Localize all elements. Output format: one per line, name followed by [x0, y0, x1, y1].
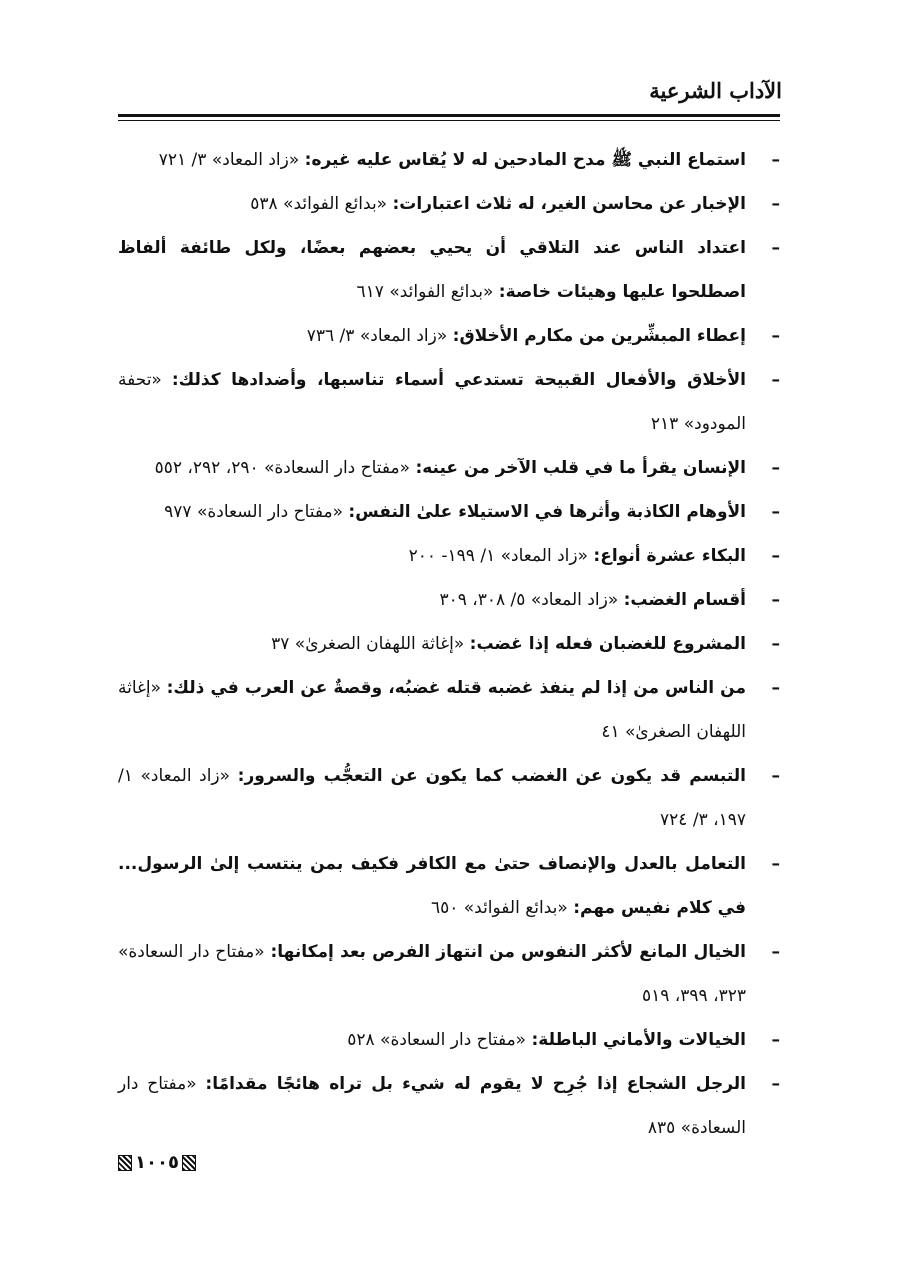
entry-source: «إغاثة اللهفان الصغرىٰ» ٣٧: [271, 634, 465, 654]
index-entry: [118, 1062, 780, 1150]
entry-bullet: –: [771, 1030, 780, 1050]
entry-source: «مفتاح دار السعادة» ٩٧٧: [164, 502, 343, 522]
index-entry: [118, 842, 780, 930]
entry-source: «تحفة المودود» ٢١٣: [118, 370, 746, 434]
index-entry: [118, 358, 780, 446]
entry-bullet: –: [771, 766, 780, 786]
entry-source: «مفتاح دار السعادة» ٣٢٣، ٣٩٩، ٥١٩: [118, 942, 746, 1006]
entry-topic: أقسام الغضب:: [623, 590, 746, 610]
index-entry: [118, 182, 780, 226]
entry-bullet: –: [771, 502, 780, 522]
entry-topic: المشروع للغضبان فعله إذا غضب:: [469, 634, 746, 654]
index-entry: [118, 314, 780, 358]
index-entry: [118, 534, 780, 578]
entry-source: «زاد المعاد» ٣/ ٧٣٦: [306, 326, 448, 346]
entry-topic: اعتداد الناس عند التلاقي أن يحيي بعضهم بعضًا، ولكل طائفة ألفاظ اصطلحوا عليها وهيئات خاصة:: [118, 238, 746, 302]
entry-source: «زاد المعاد» ١/ ١٩٧، ٣/ ٧٢٤: [118, 766, 746, 830]
entry-topic: الأوهام الكاذبة وأثرها في الاستيلاء علىٰ النفس:: [348, 502, 746, 522]
entry-source: «بدائع الفوائد» ٥٣٨: [250, 194, 388, 214]
entry-topic: الخيالات والأماني الباطلة:: [531, 1030, 746, 1050]
running-header-title: الآداب الشرعية: [649, 78, 782, 103]
header-rule-thick: [118, 114, 780, 117]
page-number: ١٠٠٥: [135, 1152, 179, 1173]
entry-topic: إعطاء المبشِّرين من مكارم الأخلاق:: [452, 326, 746, 346]
entry-source: «بدائع الفوائد» ٦١٧: [356, 282, 494, 302]
entry-bullet: –: [771, 634, 780, 654]
index-entry: [118, 666, 780, 754]
entry-source: «مفتاح دار السعادة» ٨٣٥: [118, 1074, 746, 1138]
entry-bullet: –: [771, 678, 780, 698]
index-entry: [118, 226, 780, 314]
index-entry: [118, 622, 780, 666]
index-entry: [118, 930, 780, 1018]
entry-bullet: –: [771, 194, 780, 214]
entry-bullet: –: [771, 942, 780, 962]
entry-source: «زاد المعاد» ١/ ١٩٩- ٢٠٠: [408, 546, 589, 566]
entry-topic: الأخلاق والأفعال القبيحة تستدعي أسماء تناسبها، وأضدادها كذلك:: [171, 370, 747, 390]
index-entry: [118, 490, 780, 534]
entry-source: «إغاثة اللهفان الصغرىٰ» ٤١: [118, 678, 746, 742]
entry-bullet: –: [771, 326, 780, 346]
entry-bullet: –: [771, 150, 780, 170]
ornament-left-icon: [118, 1155, 132, 1171]
entry-bullet: –: [771, 590, 780, 610]
entry-topic: الإخبار عن محاسن الغير، له ثلاث اعتبارات:: [392, 194, 746, 214]
index-entry: [118, 446, 780, 490]
entry-bullet: –: [771, 854, 780, 874]
entry-bullet: –: [771, 546, 780, 566]
page-footer: [118, 1152, 196, 1173]
index-entry: [118, 138, 780, 182]
header-rule-thin: [118, 120, 780, 121]
entry-bullet: –: [771, 238, 780, 258]
entry-source: «مفتاح دار السعادة» ٢٩٠، ٢٩٢، ٥٥٢: [154, 458, 411, 478]
index-entry: [118, 754, 780, 842]
entry-bullet: –: [771, 1074, 780, 1094]
index-entry: [118, 578, 780, 622]
entry-source: «زاد المعاد» ٥/ ٣٠٨، ٣٠٩: [439, 590, 619, 610]
entry-topic: الخيال المانع لأكثر النفوس من انتهاز الفرص بعد إمكانها:: [270, 942, 747, 962]
entry-topic: من الناس من إذا لم ينفذ غضبه قتله غضبُه، وقصةٌ عن العرب في ذلك:: [166, 678, 746, 698]
ornament-right-icon: [182, 1155, 196, 1171]
index-entries-list: [118, 138, 780, 1150]
entry-source: «مفتاح دار السعادة» ٥٢٨: [347, 1030, 527, 1050]
entry-bullet: –: [771, 458, 780, 478]
entry-topic: التبسم قد يكون عن الغضب كما يكون عن التعجُّب والسرور:: [237, 766, 747, 786]
entry-topic: التعامل بالعدل والإنصاف حتىٰ مع الكافر فكيف بمن ينتسب إلىٰ الرسول... في كلام نفيس مهم:: [118, 854, 746, 918]
index-entry: [118, 1018, 780, 1062]
entry-bullet: –: [771, 370, 780, 390]
entry-source: «بدائع الفوائد» ٦٥٠: [430, 898, 568, 918]
entry-topic: الرجل الشجاع إذا جُرِح لا يقوم له شيء بل تراه هائجًا مقدامًا:: [205, 1074, 746, 1094]
entry-topic: البكاء عشرة أنواع:: [593, 546, 746, 566]
entry-topic: استماع النبي ﷺ مدح المادحين له لا يُقاس عليه غيره:: [304, 150, 746, 170]
entry-source: «زاد المعاد» ٣/ ٧٢١: [158, 150, 300, 170]
entry-topic: الإنسان يقرأ ما في قلب الآخر من عينه:: [415, 458, 746, 478]
